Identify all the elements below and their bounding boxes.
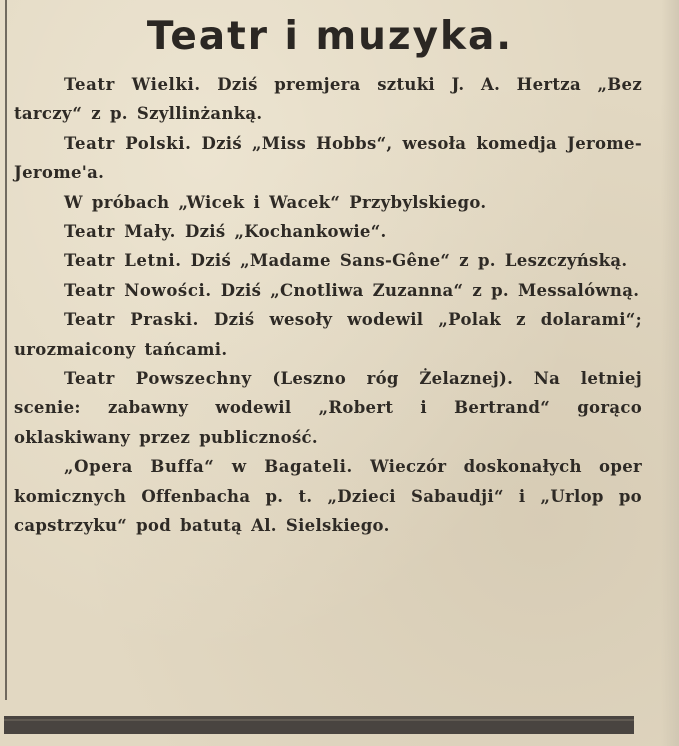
venue-name: Teatr Wielki. [64, 75, 201, 94]
listing-paragraph [14, 305, 642, 364]
section-divider-rule [4, 716, 634, 734]
venue-name: Teatr Polski. [64, 133, 192, 153]
listing-paragraph [14, 364, 642, 452]
listing-text: Dziś „Kochankowie“. [175, 222, 387, 242]
listing-text: Dziś premjera sztuki J. A. Hertza „Bez tarczy“ z p. Szyllinżanką. [14, 75, 643, 124]
listing-text: Wieczór doskonałych oper komicznych Offenbacha p. t. „Dzieci Sabaudji“ i „Urlop po capstrzyku“ pod batutą Al. Sielskiego. [14, 457, 642, 536]
listing-paragraph [14, 217, 642, 246]
venue-name: Teatr Powszechny [64, 369, 252, 389]
page-edge-shadow [661, 0, 679, 746]
listing-text: Dziś „Madame Sans-Gêne“ z p. Leszczyńską. [181, 251, 628, 271]
listing-text: W próbach „Wicek i Wacek“ Przybylskiego. [64, 192, 487, 212]
listing-paragraph [14, 129, 642, 188]
venue-name: Teatr Letni. [64, 251, 182, 271]
venue-name: „Opera Buffa“ w Bagateli. [64, 457, 353, 477]
listing-paragraph [14, 452, 642, 540]
venue-name: Teatr Mały. [64, 222, 176, 242]
listing-text: Dziś „Cnotliwa Zuzanna“ z p. Messalówną. [211, 280, 640, 300]
listing-text: Dziś „Miss Hobbs“, wesoła komedja Jerome-Jerome'a. [14, 133, 642, 183]
listing-text: (Leszno róg Żelaznej). Na letniej scenie: zabawny wodewil „Robert i Bertrand“ gorąco oklaskiwany przez publiczność. [14, 369, 642, 447]
venue-name: Teatr Praski. [64, 310, 199, 330]
column-divider-line [5, 0, 7, 700]
section-title: Teatr i muzyka. [146, 14, 514, 59]
listing-paragraph [14, 70, 642, 129]
listing-paragraph [14, 276, 642, 305]
listing-paragraph [14, 246, 642, 275]
listing-paragraph [14, 188, 642, 217]
venue-name: Teatr Nowości. [64, 280, 212, 300]
listing-text: Dziś wesoły wodewil „Polak z dolarami“; urozmaicony tańcami. [14, 310, 642, 359]
theatre-listings [14, 70, 642, 541]
